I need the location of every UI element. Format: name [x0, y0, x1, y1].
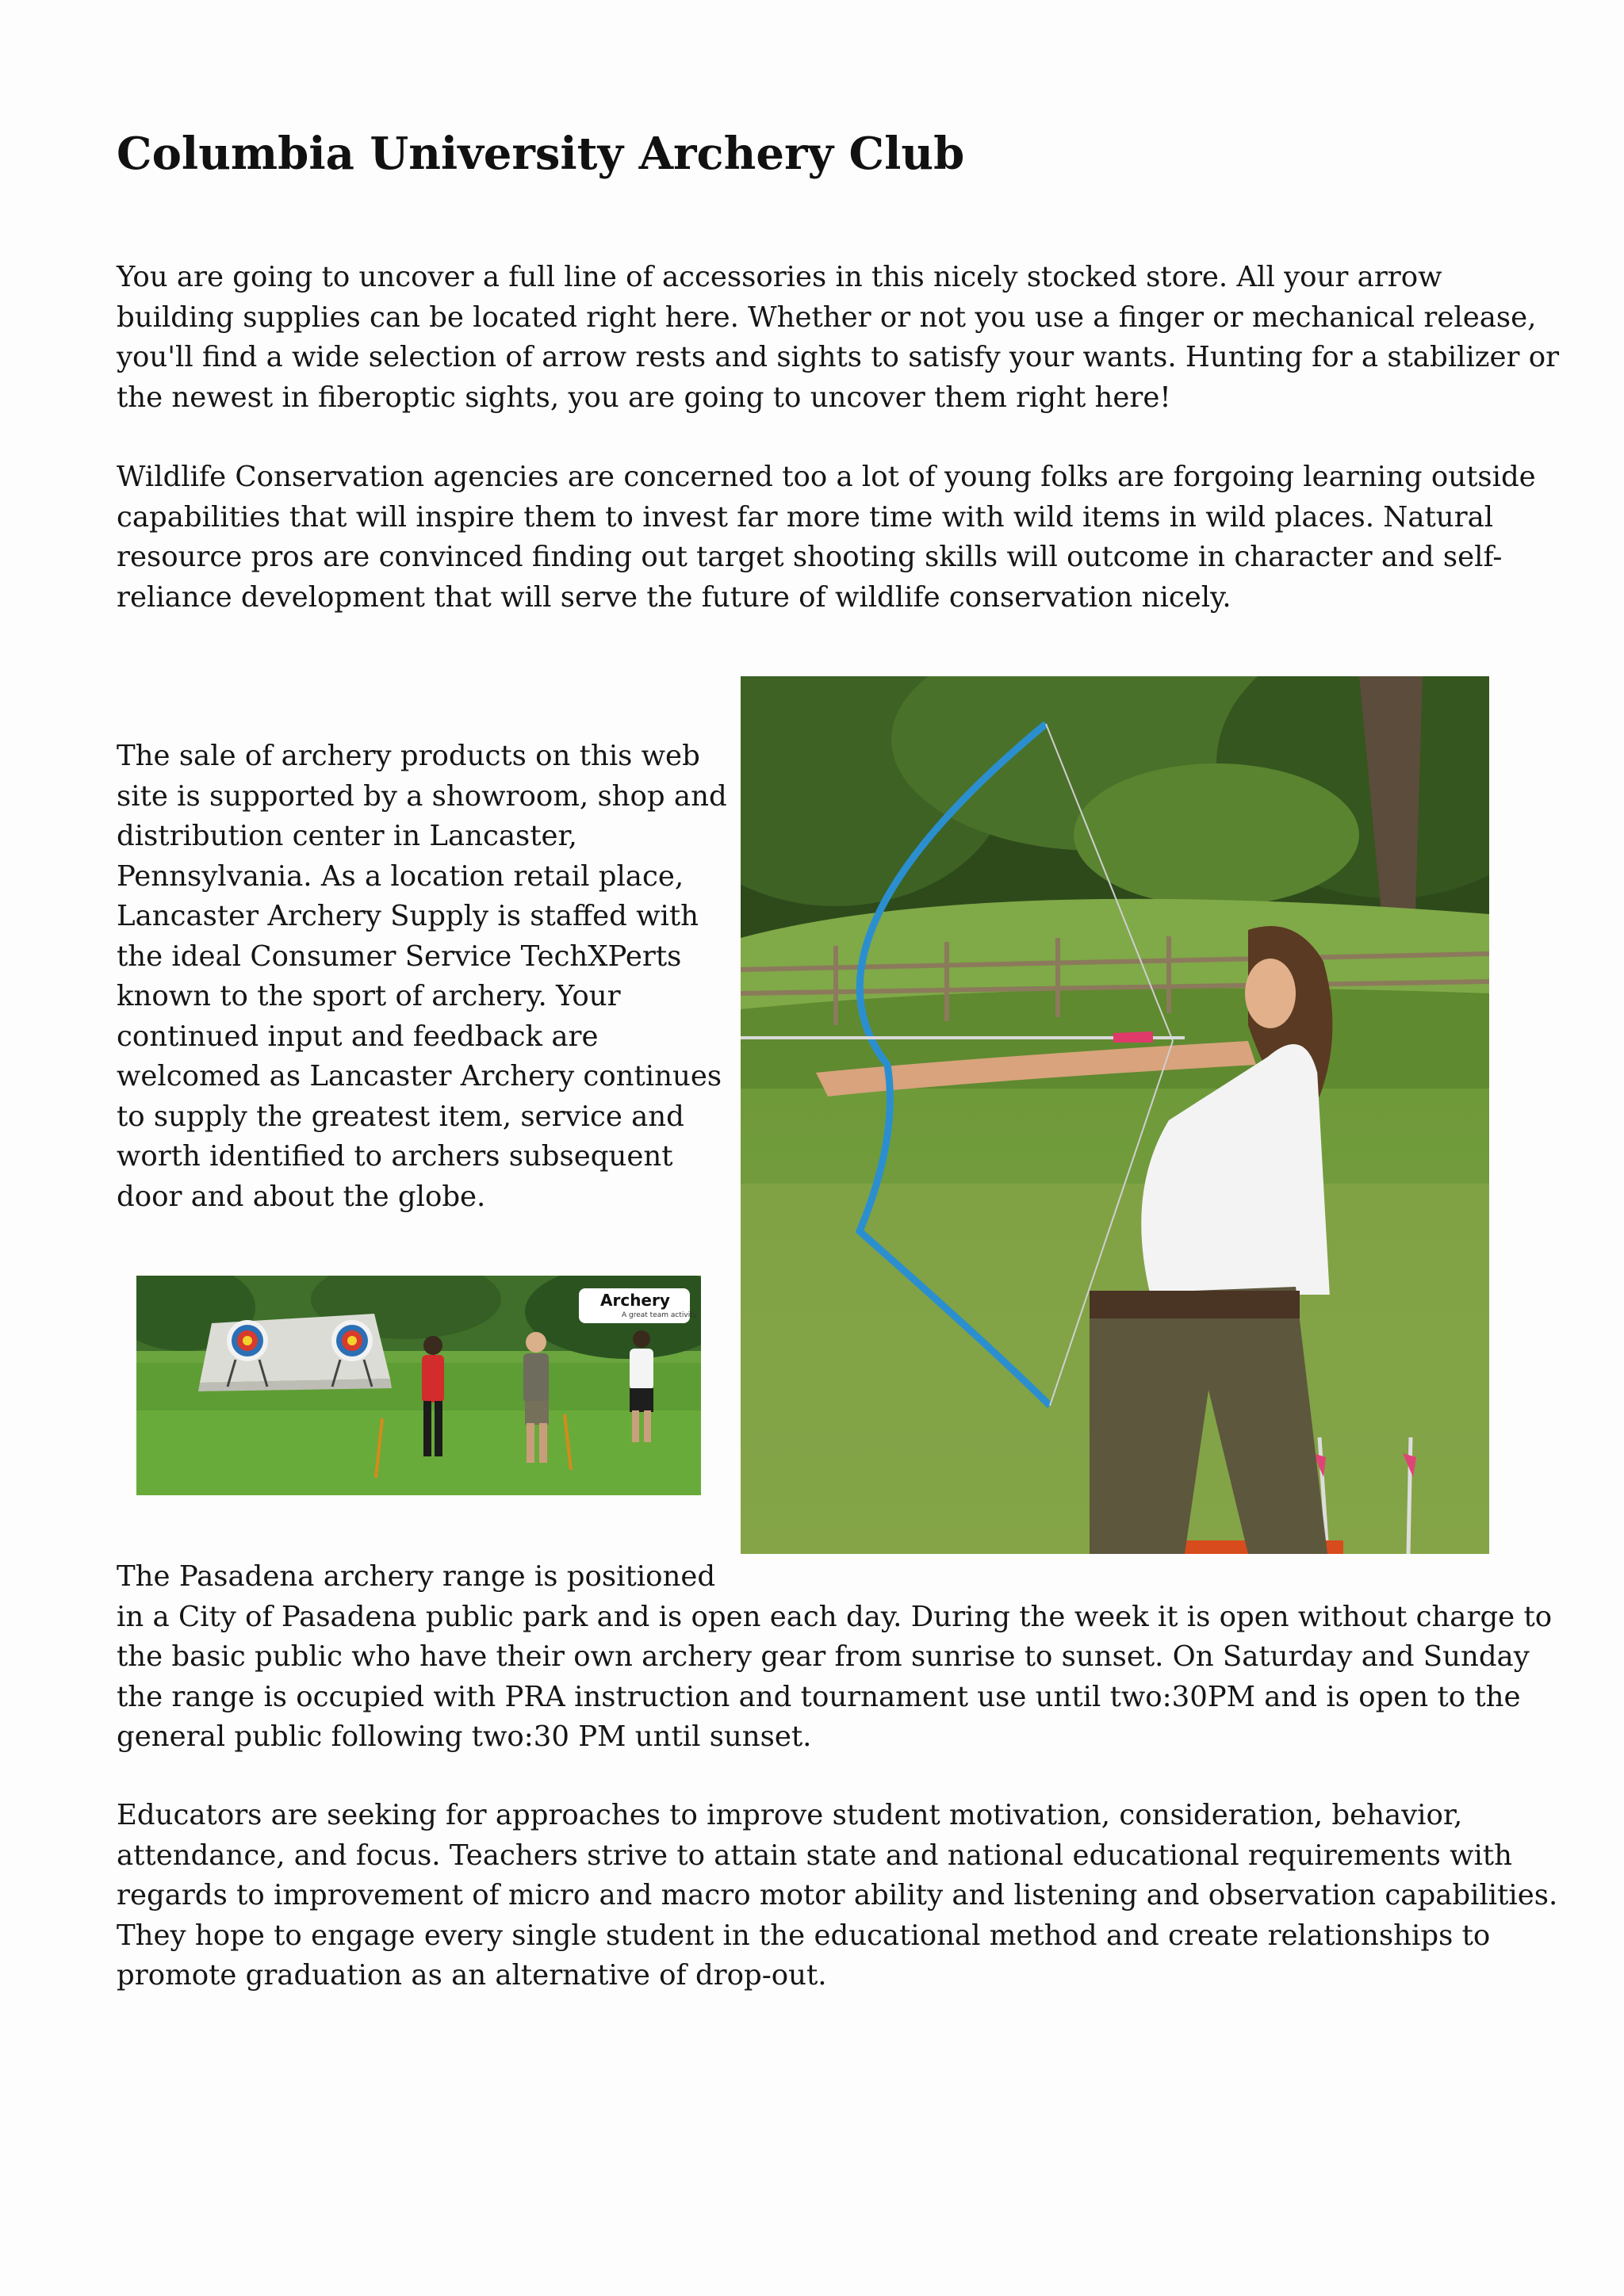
- text-line: in a City of Pasadena public park and is open each day. During the week it is open without charge to: [117, 1600, 1553, 1633]
- text-line: you'll find a wide selection of arrow rests and sights to satisfy your wants. Hunting for a stabilizer or: [117, 341, 1560, 373]
- text-line: Pennsylvania. As a location retail place,: [117, 859, 684, 893]
- text-line: the basic public who have their own archery gear from sunrise to sunset. On Saturday and Sunday: [117, 1640, 1530, 1673]
- text-line: the ideal Consumer Service TechXPerts: [117, 939, 682, 973]
- text-line: resource pros are convinced finding out target shooting skills will outcome in character and self-: [117, 541, 1503, 573]
- paragraph-pasadena-range: [117, 1557, 1552, 1758]
- text-line: the newest in fiberoptic sights, you are going to uncover them right here!: [117, 381, 1171, 414]
- text-line: promote graduation as an alternative of drop-out.: [117, 1959, 827, 1992]
- text-line: The Pasadena archery range is positioned: [117, 1560, 716, 1593]
- text-line: Lancaster Archery Supply is staffed with: [117, 900, 699, 932]
- text-line: You are going to uncover a full line of accessories in this nicely stocked store. All your arrow: [117, 261, 1442, 293]
- paragraph-educators: [117, 1796, 1557, 1996]
- badge-title: Archery: [600, 1291, 670, 1310]
- text-line: continued input and feedback are: [117, 1020, 599, 1053]
- paragraph-lancaster-archery: [117, 737, 727, 1217]
- text-line: reliance development that will serve the future of wildlife conservation nicely.: [117, 580, 1231, 614]
- archery-range-photo: [136, 1276, 701, 1495]
- badge-subtitle: A great team activity: [622, 1311, 698, 1319]
- text-line: site is supported by a showroom, shop and: [117, 779, 727, 813]
- text-line: to supply the greatest item, service and: [117, 1100, 684, 1133]
- archery-range-illustration: [136, 1276, 701, 1495]
- text-line: building supplies can be located right here. Whether or not you use a finger or mechanical release,: [117, 300, 1537, 334]
- text-line: The sale of archery products on this web: [117, 740, 700, 772]
- text-line: welcomed as Lancaster Archery continues: [117, 1060, 722, 1093]
- text-line: They hope to engage every single student in the educational method and create relationships to: [117, 1919, 1491, 1952]
- text-line: Educators are seeking for approaches to improve student motivation, consideration, behavior,: [117, 1799, 1463, 1831]
- archer-illustration: [741, 676, 1489, 1554]
- text-line: Wildlife Conservation agencies are concerned too a lot of young folks are forgoing learning outside: [117, 461, 1536, 493]
- archery-badge: [579, 1288, 698, 1323]
- text-line: worth identified to archers subsequent: [117, 1140, 673, 1173]
- text-line: capabilities that will inspire them to invest far more time with wild items in wild places. Natural: [117, 500, 1494, 534]
- text-line: distribution center in Lancaster,: [117, 820, 577, 852]
- text-line: attendance, and focus. Teachers strive to attain state and national educational requirements with: [117, 1839, 1512, 1872]
- text-line: regards to improvement of micro and macro motor ability and listening and observation capabilities.: [117, 1879, 1558, 1911]
- paragraph-wildlife-conservation: [117, 457, 1536, 618]
- text-line: the range is occupied with PRA instruction and tournament use until two:30PM and is open to the: [117, 1680, 1521, 1713]
- paragraph-store-accessories: [117, 258, 1559, 418]
- text-line: door and about the globe.: [117, 1180, 486, 1213]
- text-line: general public following two:30 PM until sunset.: [117, 1720, 812, 1753]
- page-title: Columbia University Archery Club: [117, 128, 965, 180]
- text-line: known to the sport of archery. Your: [117, 980, 621, 1012]
- archer-photo: [741, 676, 1489, 1554]
